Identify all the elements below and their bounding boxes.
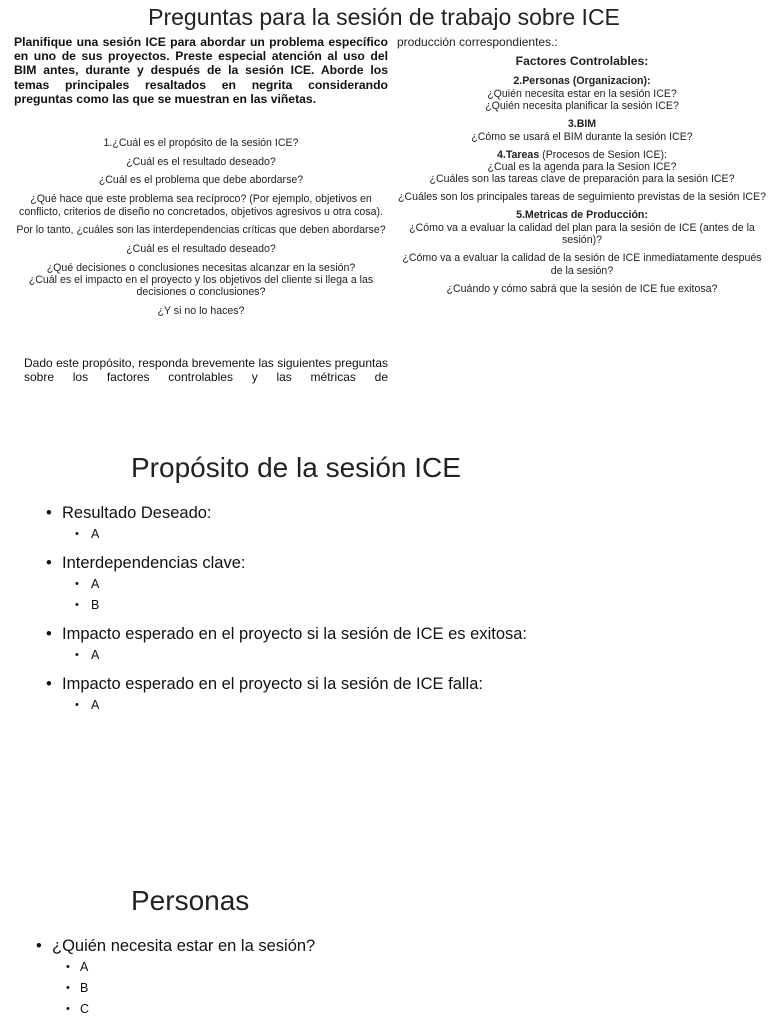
bullet-text: • Interdependencias clave: [46, 553, 527, 574]
slide-title: Preguntas para la sesión de trabajo sobre ICE [148, 4, 620, 30]
sub-bullet: • A [36, 957, 315, 978]
closing-paragraph: Dado este propósito, responda brevemente las siguientes preguntas sobre los factores controlables y las métricas de [24, 356, 388, 384]
sub-bullet: • B [36, 978, 315, 999]
bullet-item [36, 936, 315, 1020]
purpose-questions [14, 137, 388, 324]
slide-title: Propósito de la sesión ICE [131, 452, 461, 483]
personas-question: ¿Quién necesita planificar la sesión ICE? [485, 100, 679, 113]
metricas-question: ¿Cómo va a evaluar la calidad de la sesión de ICE inmediatamente después de la sesión? [402, 252, 762, 277]
question-item: ¿Qué decisiones o conclusiones necesitas alcanzar en la sesión? [46, 261, 356, 274]
metricas-question: ¿Cómo va a evaluar la calidad del plan para la sesión de ICE (antes de la sesión)? [409, 221, 755, 247]
tareas-question: ¿Cuáles son las tareas clave de preparación para la sesión ICE? [429, 173, 735, 186]
personas-question: ¿Quién necesita estar en la sesión ICE? [487, 87, 677, 100]
question-item: ¿Cuál es el resultado deseado? [126, 242, 276, 255]
slide-title: Personas [131, 885, 250, 916]
question-item: 1.¿Cuál es el propósito de la sesión ICE? [103, 137, 299, 149]
bullet-text: • Impacto esperado en el proyecto si la sesión de ICE es exitosa: [46, 624, 527, 645]
question-item: Por lo tanto, ¿cuáles son las interdependencias críticas que deben abordarse? [16, 224, 386, 237]
tareas-heading-rest: (Procesos de Sesion ICE): [539, 148, 667, 161]
bullet-text: • ¿Quién necesita estar en la sesión? [36, 936, 315, 957]
sub-bullet: • A [46, 695, 527, 716]
bullet-list [46, 503, 527, 716]
sub-bullet: • B [46, 595, 527, 616]
tareas-block [397, 149, 767, 186]
sub-bullet-list [46, 645, 527, 666]
bullet-list [36, 936, 315, 1020]
question-item: ¿Cuál es el resultado deseado? [126, 155, 276, 168]
spacer [46, 666, 527, 674]
sub-bullet-list [46, 524, 527, 545]
tareas-question: ¿Cual es la agenda para la Sesion ICE? [487, 161, 677, 174]
sub-bullet: • A [46, 524, 527, 545]
question-item: ¿Cuál es el problema que debe abordarse? [98, 174, 304, 187]
sub-bullet: • C [36, 999, 315, 1020]
tareas-question: ¿Cuáles son los principales tareas de seguimiento previstas de la sesión ICE? [397, 191, 767, 204]
right-column [397, 35, 767, 301]
bullet-text: • Resultado Deseado: [46, 503, 527, 524]
personas-block [397, 75, 767, 112]
question-item: ¿Y si no lo haces? [157, 305, 245, 318]
bim-block [397, 118, 767, 143]
spacer [46, 545, 527, 553]
bullet-item [46, 503, 527, 545]
sub-bullet-list [46, 574, 527, 616]
sub-bullet: • A [46, 645, 527, 666]
slide-preguntas [0, 0, 768, 400]
question-item: ¿Qué hace que este problema sea recíproco? (Por ejemplo, objetivos en conflicto, criterios de diseño no concretados, objetivos agresivos u otra cosa). [19, 193, 383, 218]
question-item: ¿Cuál es el impacto en el proyecto y los objetivos del cliente si llega a las decisiones o conclusiones? [28, 274, 374, 299]
intro-paragraph: Planifique una sesión ICE para abordar un problema específico en uno de sus proyectos. Preste especial atención al uso del BIM antes, durante y después de la sesión ICE. Aborde los temas principales resaltados en negrita considerando preguntas como las que se muestran en las viñetas. [14, 35, 388, 106]
bim-heading: 3.BIM [567, 118, 597, 131]
factors-heading: Factores Controlables: [515, 54, 649, 68]
bullet-item [46, 624, 527, 666]
sub-bullet-list [46, 695, 527, 716]
bullet-item [46, 553, 527, 616]
bullet-item [46, 674, 527, 716]
bim-question: ¿Cómo se usará el BIM durante la sesión ICE? [471, 130, 693, 143]
continuation-text: producción correspondientes.: [397, 35, 558, 49]
metricas-block [397, 209, 767, 246]
sub-bullet: • A [46, 574, 527, 595]
bullet-text: • Impacto esperado en el proyecto si la sesión de ICE falla: [46, 674, 527, 695]
metricas-heading: 5.Metricas de Producción: [516, 209, 648, 222]
metricas-question: ¿Cuándo y cómo sabrá que la sesión de ICE fue exitosa? [446, 282, 718, 295]
sub-bullet-list [36, 957, 315, 1020]
spacer [46, 616, 527, 624]
slide-proposito [0, 400, 768, 830]
slide-personas [0, 830, 768, 1024]
personas-heading: 2.Personas (Organizacion): [513, 75, 651, 88]
tareas-heading: 4.Tareas [497, 148, 540, 161]
